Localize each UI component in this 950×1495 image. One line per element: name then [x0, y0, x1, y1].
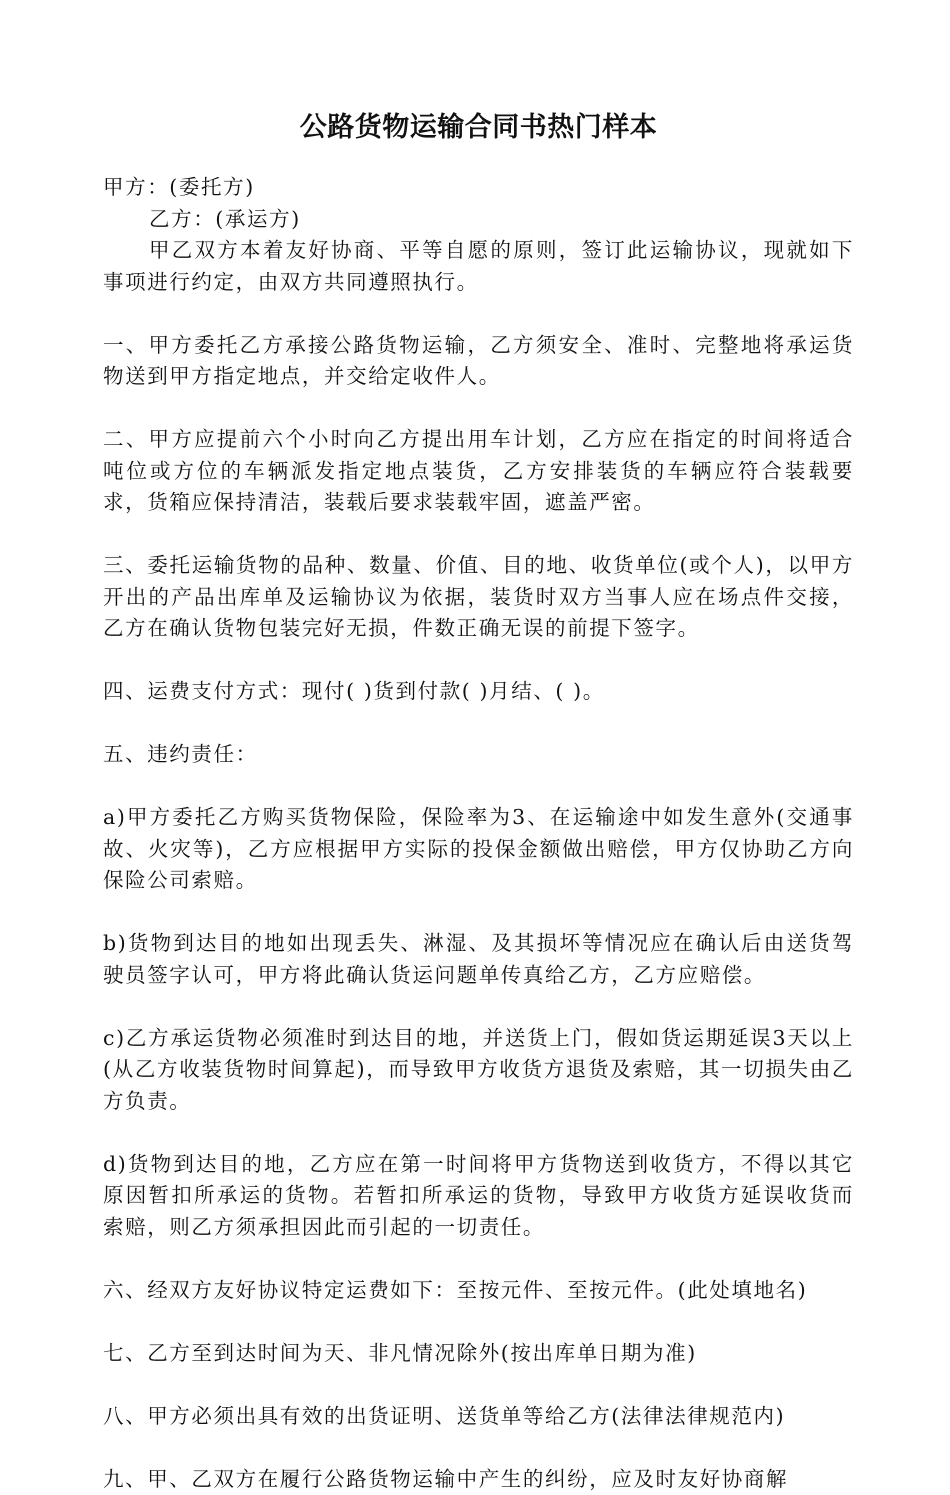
clause-5d: d)货物到达目的地，乙方应在第一时间将甲方货物送到收货方，不得以其它原因暂扣所承运的货物。若暂扣所承运的货物，导致甲方收货方延误收货而索赔，则乙方须承担因此而引起的一切责任。: [103, 1149, 854, 1244]
clause-5: 五、违约责任：: [103, 739, 854, 771]
clause-7: 七、乙方至到达时间为天、非凡情况除外(按出库单日期为准): [103, 1338, 854, 1370]
clause-3: 三、委托运输货物的品种、数量、价值、目的地、收货单位(或个人)，以甲方开出的产品出库单及运输协议为依据，装货时双方当事人应在场点件交接，乙方在确认货物包装完好无损，件数正确无误的前提下签字。: [103, 550, 854, 645]
clause-8: 八、甲方必须出具有效的出货证明、送货单等给乙方(法律法律规范内): [103, 1401, 854, 1433]
clause-6: 六、经双方友好协议特定运费如下：至按元件、至按元件。(此处填地名): [103, 1275, 854, 1307]
document-title: 公路货物运输合同书热门样本: [103, 0, 854, 172]
party-a-line: 甲方：(委托方): [103, 172, 854, 204]
clause-5c: c)乙方承运货物必须准时到达目的地，并送货上门，假如货运期延误3天以上(从乙方收装货物时间算起)，而导致甲方收货方退货及索赔，其一切损失由乙方负责。: [103, 1023, 854, 1118]
clause-9: 九、甲、乙双方在履行公路货物运输中产生的纠纷，应及时友好协商解: [103, 1464, 854, 1495]
intro-paragraph: 甲乙双方本着友好协商、平等自愿的原则，签订此运输协议，现就如下事项进行约定，由双方共同遵照执行。: [103, 235, 854, 298]
clause-2: 二、甲方应提前六个小时向乙方提出用车计划，乙方应在指定的时间将适合吨位或方位的车辆派发指定地点装货，乙方安排装货的车辆应符合装载要求，货箱应保持清洁，装载后要求装载牢固，遮盖严密。: [103, 424, 854, 519]
clause-1: 一、甲方委托乙方承接公路货物运输，乙方须安全、准时、完整地将承运货物送到甲方指定地点，并交给定收件人。: [103, 330, 854, 393]
clause-4: 四、运费支付方式：现付( )货到付款( )月结、( )。: [103, 676, 854, 708]
clause-5a: a)甲方委托乙方购买货物保险，保险率为3、在运输途中如发生意外(交通事故、火灾等)，乙方应根据甲方实际的投保金额做出赔偿，甲方仅协助乙方向保险公司索赔。: [103, 802, 854, 897]
clause-5b: b)货物到达目的地如出现丢失、淋湿、及其损坏等情况应在确认后由送货驾驶员签字认可，甲方将此确认货运问题单传真给乙方，乙方应赔偿。: [103, 928, 854, 991]
document-body: [103, 172, 854, 1495]
party-b-line: 乙方：(承运方): [103, 204, 854, 236]
